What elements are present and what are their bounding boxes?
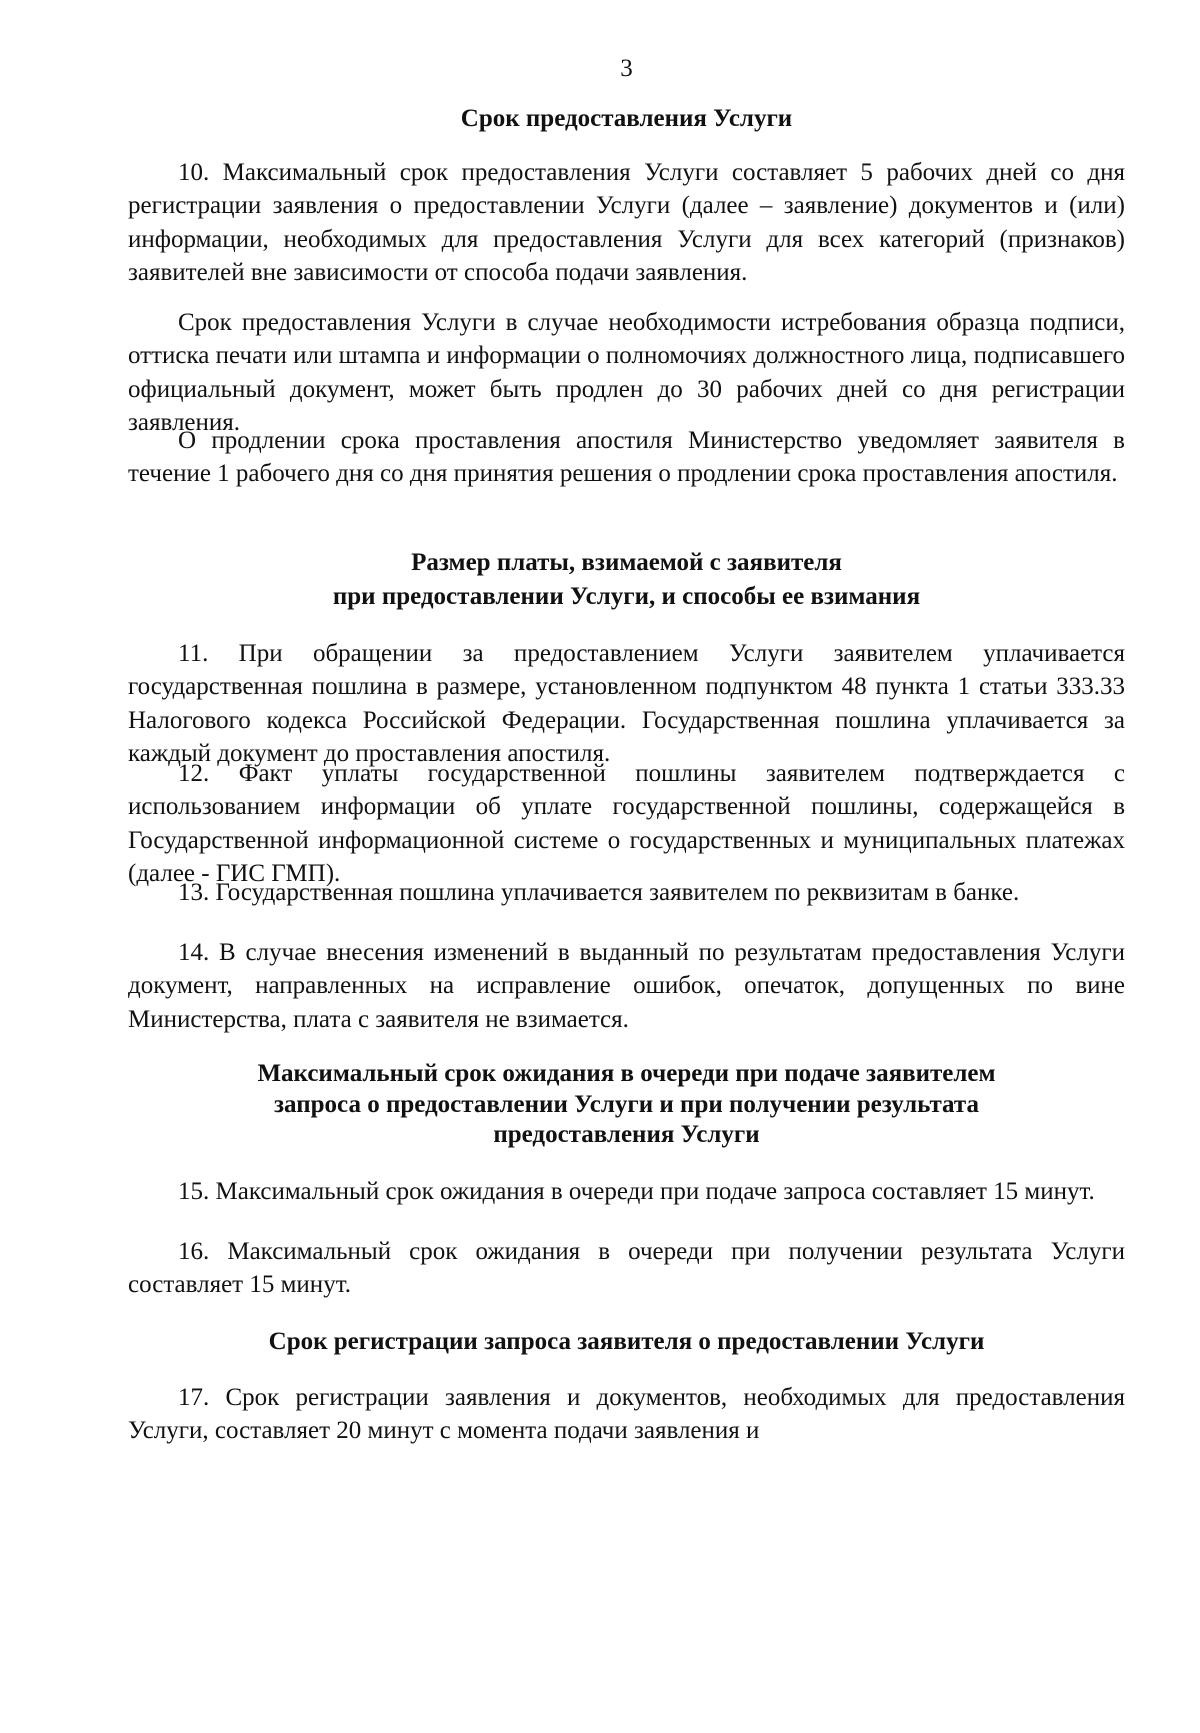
page-number: 3	[620, 55, 633, 82]
section-heading-queue-line2: запроса о предоставлении Услуги и при получении результата	[274, 1091, 979, 1118]
paragraph-10: 10. Максимальный срок предоставления Услуги составляет 5 рабочих дней со дня регистрации заявления о предоставлении Услуги (далее – заявление) документов и (или) информации, необходимых для предоставления Услуги для всех категорий (признаков) заявителей вне зависимости от способа подачи заявления.	[128, 159, 1125, 286]
section-heading-queue-line3: предоставления Услуги	[493, 1121, 760, 1148]
section-heading-service-term: Срок предоставления Услуги	[460, 105, 793, 132]
section-heading-fee-line1: Размер платы, взимаемой с заявителя	[411, 549, 842, 576]
paragraph-17: 17. Срок регистрации заявления и документов, необходимых для предоставления Услуги, составляет 20 минут с момента подачи заявления и	[128, 1384, 1125, 1445]
section-heading-registration: Срок регистрации запроса заявителя о предоставлении Услуги	[268, 1328, 985, 1355]
document-page	[128, 0, 1125, 1733]
paragraph-12: 12. Факт уплаты государственной пошлины заявителем подтверждается с использованием информации об уплате государственной пошлины, содержащейся в Государственной информационной системе о государственных и муниципальных платежах (далее - ГИС ГМП).	[128, 760, 1125, 887]
paragraph-11: 11. При обращении за предоставлением Услуги заявителем уплачивается государственная пошлина в размере, установленном подпунктом 48 пункта 1 статьи 333.33 Налогового кодекса Российской Федерации. Государственная пошлина уплачивается за каждый документ до проставления апостиля.	[128, 640, 1125, 767]
paragraph-16: 16. Максимальный срок ожидания в очереди при получении результата Услуги составляет 15 минут.	[128, 1238, 1125, 1299]
paragraph-15: 15. Максимальный срок ожидания в очереди при подаче запроса составляет 15 минут.	[178, 1178, 1095, 1205]
paragraph-10-extension: Срок предоставления Услуги в случае необходимости истребования образца подписи, оттиска печати или штампа и информации о полномочиях должностного лица, подписавшего официальный документ, может быть продлен до 30 рабочих дней со дня регистрации заявления.	[128, 309, 1125, 436]
paragraph-14: 14. В случае внесения изменений в выданный по результатам предоставления Услуги документ, направленных на исправление ошибок, опечаток, допущенных по вине Министерства, плата с заявителя не взимается.	[128, 939, 1125, 1033]
paragraph-13: 13. Государственная пошлина уплачивается заявителем по реквизитам в банке.	[178, 879, 1020, 906]
section-heading-queue-line1: Максимальный срок ожидания в очереди при подаче заявителем	[257, 1060, 996, 1087]
section-heading-fee-line2: при предоставлении Услуги, и способы ее взимания	[332, 583, 921, 610]
paragraph-10-notification: О продлении срока проставления апостиля Министерство уведомляет заявителя в течение 1 рабочего дня со дня принятия решения о продлении срока проставления апостиля.	[128, 427, 1125, 488]
